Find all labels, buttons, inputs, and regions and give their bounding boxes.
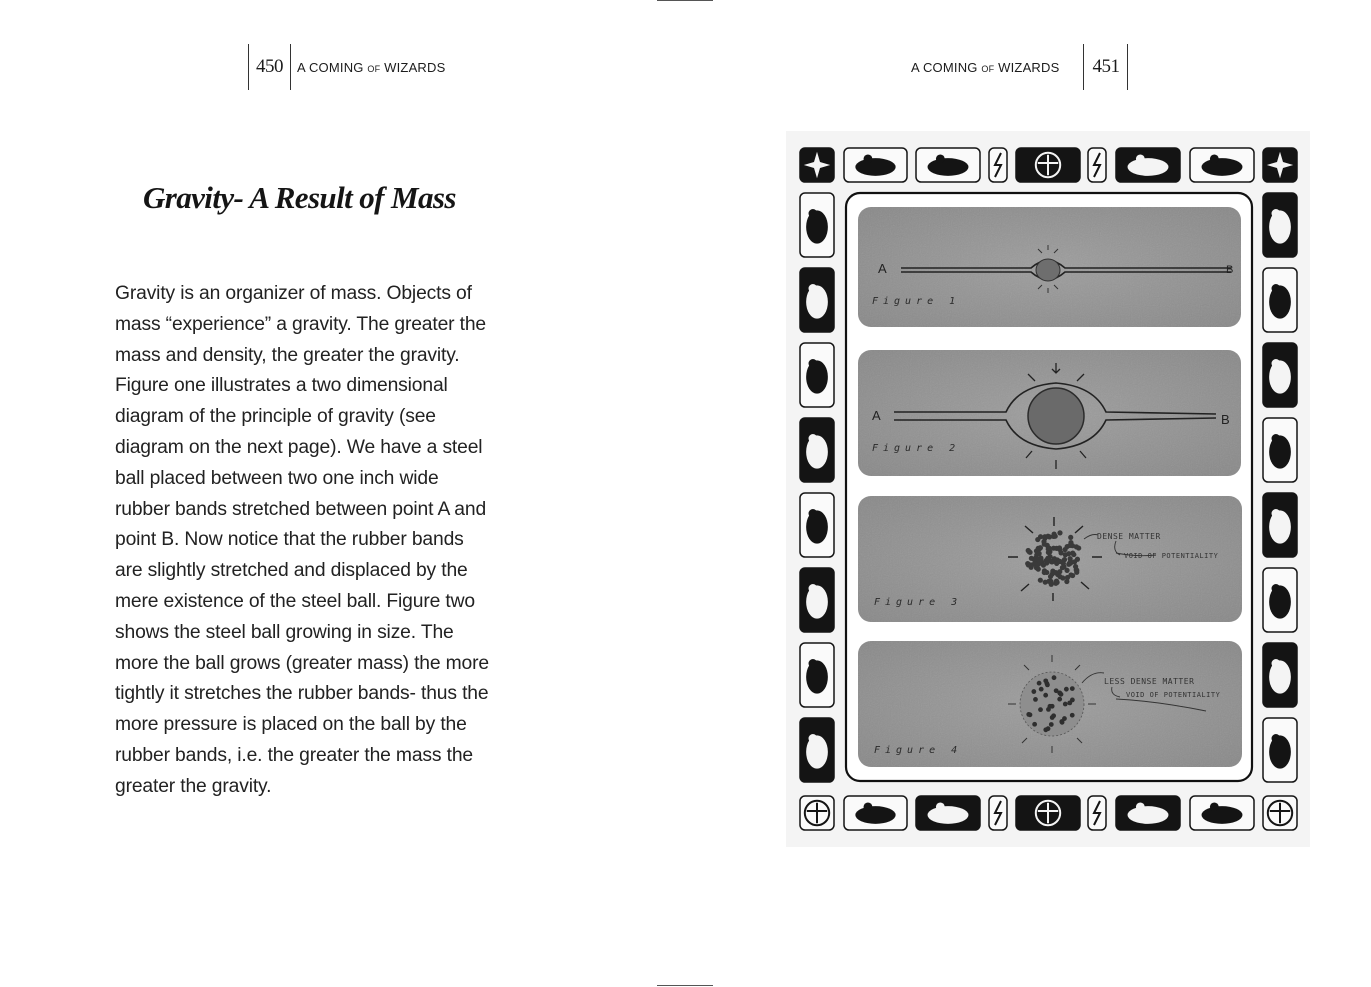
figure-3-note-dense: DENSE MATTER <box>1097 532 1161 541</box>
ram-icon <box>916 796 980 830</box>
figure-4-note-void: VOID OF POTENTIALITY <box>1126 691 1221 699</box>
figure-4-note-less-dense: LESS DENSE MATTER <box>1104 677 1195 686</box>
fish-icon <box>1116 148 1180 182</box>
chapter-title: Gravity- A Result of Mass <box>143 180 456 215</box>
lion-icon <box>1263 568 1297 632</box>
plate-illustration <box>786 131 1310 847</box>
running-header-right <box>911 44 1128 90</box>
page-number-left: 450 <box>248 44 291 90</box>
figure-2-panel <box>858 350 1241 476</box>
scales-icon <box>1263 418 1297 482</box>
figure-1-label: Figure 1 <box>872 296 961 307</box>
goat-icon <box>1263 193 1297 257</box>
archer-icon <box>800 268 834 332</box>
figure-1-point-a: A <box>878 261 887 276</box>
rose-icon <box>1088 148 1106 182</box>
bolt-icon <box>989 796 1007 830</box>
crab-icon <box>800 643 834 707</box>
star-icon <box>1263 148 1297 182</box>
lion-icon <box>800 568 834 632</box>
figure-1-point-b: B <box>1226 264 1234 276</box>
bull-icon <box>844 796 907 830</box>
star-icon <box>800 148 834 182</box>
virgin-icon <box>1263 493 1297 557</box>
scorpion-icon <box>800 343 834 407</box>
figure-4-label: Figure 4 <box>874 745 963 756</box>
figure-2-point-a: A <box>872 408 881 423</box>
virgin-icon <box>800 493 834 557</box>
scorpion-icon <box>1263 343 1297 407</box>
bull-icon <box>1190 796 1254 830</box>
twins-icon <box>800 718 834 782</box>
rose-icon <box>989 148 1007 182</box>
figure-3-label: Figure 3 <box>874 597 963 608</box>
fish-icon <box>916 148 980 182</box>
left-page <box>0 0 685 987</box>
figure-3-note-void: VOID OF POTENTIALITY <box>1124 552 1219 560</box>
page-number-right: 451 <box>1083 44 1128 90</box>
twins-icon <box>1263 718 1297 782</box>
twins-icon <box>844 148 907 182</box>
running-title-left: A COMING OF WIZARDS <box>297 59 446 75</box>
ram-icon <box>1116 796 1180 830</box>
figure-1-panel <box>858 207 1241 327</box>
running-header-left <box>248 44 445 90</box>
sun-icon <box>1263 796 1297 830</box>
twins-icon <box>1190 148 1254 182</box>
figure-2-label: Figure 2 <box>872 443 961 454</box>
running-title-right: A COMING OF WIZARDS <box>911 59 1060 75</box>
goat-icon <box>800 193 834 257</box>
scales-icon <box>800 418 834 482</box>
figure-2-point-b: B <box>1221 412 1230 427</box>
crab-icon <box>1263 643 1297 707</box>
vitruvian-icon <box>1016 148 1080 182</box>
figure-plate <box>786 131 1310 847</box>
archer-icon <box>1263 268 1297 332</box>
body-paragraph: Gravity is an organizer of mass. Objects of mass “experience” a gravity. The greater the mass and density, the greater the gravity. Figure one illustrates a two dimensional diagram of the principle of gravity (see diagram on the next page). We have a steel ball placed between two one inch wide rubber bands stretched between point A and point B. Now notice that the rubber bands are slightly stretched and displaced by the mere existence of the steel ball. Figure two shows the steel ball growing in size. The more the ball grows (greater mass) the more tightly it stretches the rubber bands- thus the more pressure is placed on the ball by the rubber bands, i.e. the greater the mass the greater the gravity. <box>115 283 489 797</box>
bolt-icon <box>1088 796 1106 830</box>
vitruvian-icon <box>1016 796 1080 830</box>
sun-icon <box>800 796 834 830</box>
